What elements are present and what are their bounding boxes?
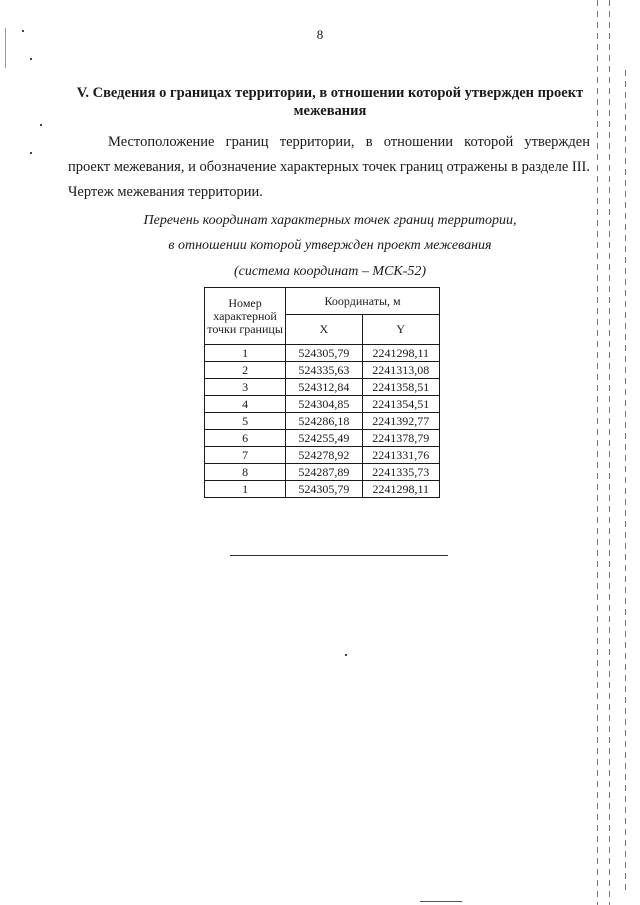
y-cell: 2241298,11: [362, 481, 440, 498]
table-row: [205, 430, 440, 447]
table-row: [205, 345, 440, 362]
y-header: Y: [362, 315, 440, 345]
y-cell: 2241378,79: [362, 430, 440, 447]
scan-speck: [30, 58, 32, 60]
scan-speck: [40, 124, 42, 126]
point-number-cell: 7: [205, 447, 286, 464]
table-row: [205, 362, 440, 379]
end-divider: [230, 555, 448, 556]
scan-margin-line: [5, 28, 6, 68]
table-row: [205, 464, 440, 481]
x-cell: 524305,79: [286, 481, 362, 498]
x-cell: 524278,92: [286, 447, 362, 464]
table-row: [205, 379, 440, 396]
point-number-cell: 3: [205, 379, 286, 396]
x-cell: 524304,85: [286, 396, 362, 413]
x-cell: 524335,63: [286, 362, 362, 379]
y-cell: 2241331,76: [362, 447, 440, 464]
y-cell: 2241358,51: [362, 379, 440, 396]
y-cell: 2241298,11: [362, 345, 440, 362]
bottom-divider: [420, 901, 462, 902]
x-cell: 524312,84: [286, 379, 362, 396]
coordinates-header: Координаты, м: [286, 288, 440, 315]
table-caption-line-1: Перечень координат характерных точек границ территории,: [143, 213, 517, 228]
point-number-cell: 1: [205, 345, 286, 362]
y-cell: 2241392,77: [362, 413, 440, 430]
page-number: 8: [316, 27, 324, 42]
scan-speck: [22, 30, 24, 32]
table-caption-line-3: (система координат – МСК-52): [233, 264, 427, 279]
scan-margin-line: [609, 0, 610, 905]
y-cell: 2241313,08: [362, 362, 440, 379]
scan-speck: [30, 152, 32, 154]
point-number-cell: 4: [205, 396, 286, 413]
table-row: [205, 396, 440, 413]
point-number-cell: 8: [205, 464, 286, 481]
point-number-header: Номер характерной точки границы: [205, 288, 286, 345]
table-row: [205, 447, 440, 464]
coordinates-table: [204, 287, 440, 498]
table-row: [205, 481, 440, 498]
point-number-cell: 5: [205, 413, 286, 430]
scan-margin-line: [597, 0, 598, 905]
y-cell: 2241335,73: [362, 464, 440, 481]
table-caption-line-2: в отношении которой утвержден проект межевания: [168, 238, 492, 253]
scan-margin-line: [625, 70, 626, 890]
x-header: X: [286, 315, 362, 345]
x-cell: 524255,49: [286, 430, 362, 447]
x-cell: 524305,79: [286, 345, 362, 362]
point-number-cell: 6: [205, 430, 286, 447]
section-title: V. Сведения о границах территории, в отношении которой утвержден проект межевания: [76, 85, 584, 119]
scan-speck: [345, 654, 347, 656]
x-cell: 524287,89: [286, 464, 362, 481]
y-cell: 2241354,51: [362, 396, 440, 413]
point-number-cell: 1: [205, 481, 286, 498]
point-number-cell: 2: [205, 362, 286, 379]
x-cell: 524286,18: [286, 413, 362, 430]
table-row: [205, 413, 440, 430]
body-paragraph: Местоположение границ территории, в отношении которой утвержден проект межевания, и обозначение характерных точек границ отражены в разделе III. Чертеж межевания территории.: [68, 134, 590, 200]
